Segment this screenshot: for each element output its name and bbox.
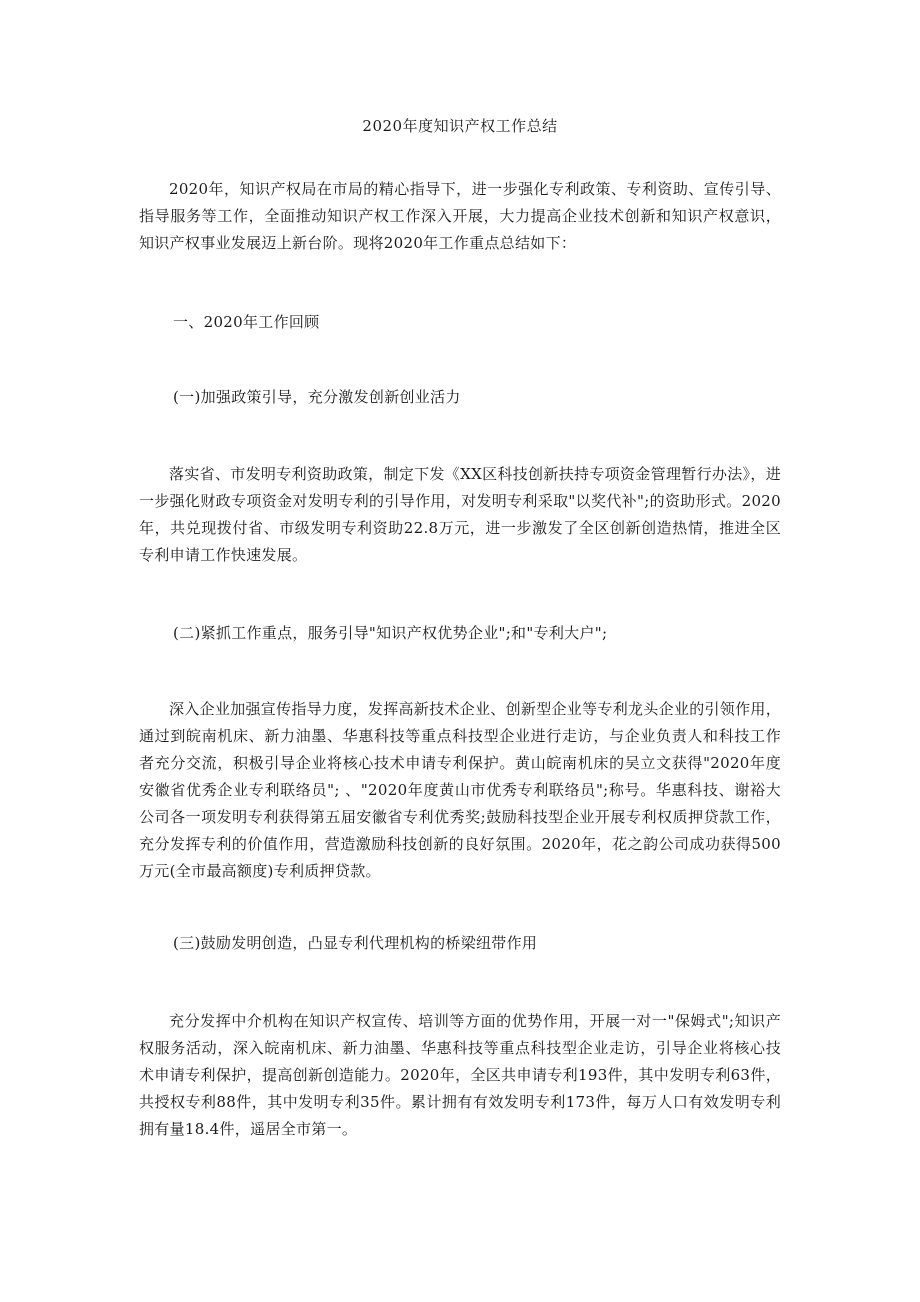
subsection-body-1: 落实省、市发明专利资助政策，制定下发《XX区科技创新扶持专项资金管理暂行办法》，进一步强化财政专项资金对发明专利的引导作用，对发明专利采取"以奖代补";的资助形式。2020年，共兑现拨付省、市级发明专利资助22.8万元，进一步激发了全区创新创造热情，推进全区专利申请工作快速发展。: [139, 465, 781, 564]
subsection-heading-1: (一)加强政策引导，充分激发创新创业活力: [173, 388, 461, 406]
subsection-heading-2: (二)紧抓工作重点，服务引导"知识产权优势企业";和"专利大户";: [173, 624, 608, 642]
document-title: 2020年度知识产权工作总结: [362, 117, 558, 135]
section-heading-review: 一、2020年工作回顾: [173, 313, 320, 331]
subsection-body-2: 深入企业加强宣传指导力度，发挥高新技术企业、创新型企业等专利龙头企业的引领作用，通过到皖南机床、新力油墨、华惠科技等重点科技型企业进行走访，与企业负责人和科技工作者充分交流，积极引导企业将核心技术申请专利保护。黄山皖南机床的吴立文获得"2020年度安徽省优秀企业专利联络员"; 、"2020年度黄山市优秀专利联络员";称号。华惠科技、谢裕大公司各一项发明专利获得第五届安徽省专利优秀奖;鼓励科技型企业开展专利权质押贷款工作，充分发挥专利的价值作用，营造激励科技创新的良好氛围。2020年，花之韵公司成功获得500万元(全市最高额度)专利质押贷款。: [139, 700, 782, 880]
intro-paragraph: 2020年，知识产权局在市局的精心指导下，进一步强化专利政策、专利资助、宣传引导、指导服务等工作，全面推动知识产权工作深入开展，大力提高企业技术创新和知识产权意识，知识产权事业发展迈上新台阶。现将2020年工作重点总结如下：: [139, 180, 781, 252]
subsection-heading-3: (三)鼓励发明创造，凸显专利代理机构的桥梁纽带作用: [173, 934, 538, 952]
subsection-body-3: 充分发挥中介机构在知识产权宣传、培训等方面的优势作用，开展一对一"保姆式";知识产权服务活动，深入皖南机床、新力油墨、华惠科技等重点科技型企业走访，引导企业将核心技术申请专利保护，提高创新创造能力。2020年，全区共申请专利193件，其中发明专利63件，共授权专利88件，其中发明专利35件。累计拥有有效发明专利173件，每万人口有效发明专利拥有量18.4件，遥居全市第一。: [139, 1012, 781, 1138]
